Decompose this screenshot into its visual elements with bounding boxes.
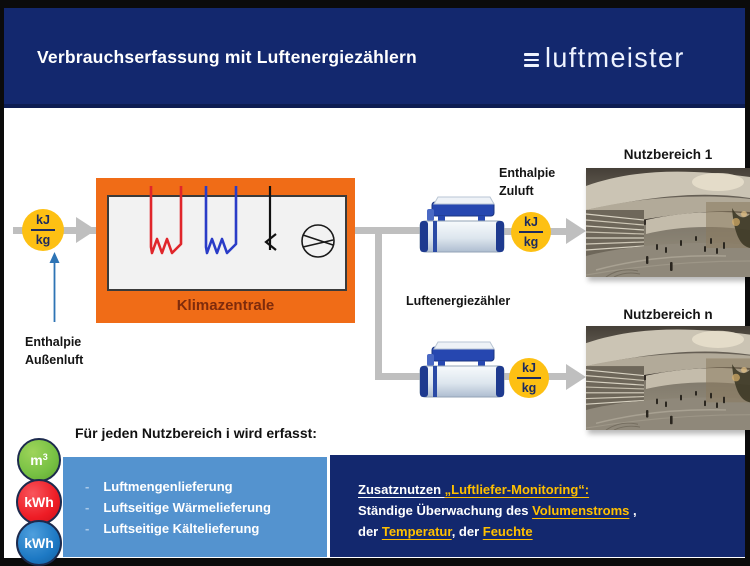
badge-sup: 3 — [42, 451, 48, 462]
badge-text: m — [30, 452, 43, 468]
luftenergiezaehler-device-1 — [414, 196, 510, 254]
list-item — [85, 521, 327, 536]
monitoring-l2-comma: , — [629, 503, 637, 518]
pipe-inlet-arrow — [76, 217, 96, 243]
fan-icon — [302, 225, 334, 257]
enthalpie-aussenluft-label — [25, 333, 83, 369]
unit-bottom: kg — [521, 380, 537, 395]
monitoring-box — [330, 455, 745, 557]
monitoring-l3-der: der — [358, 524, 382, 539]
fraction-bar — [517, 377, 541, 379]
pipe-branch-vertical — [375, 227, 382, 377]
fraction-bar — [31, 229, 55, 231]
list-item-label: Luftseitige Kältelieferung — [103, 520, 260, 536]
list-item-label: Luftmengenlieferung — [103, 478, 233, 494]
nutzbereich-n-title: Nutzbereich n — [623, 307, 713, 322]
enthalpie-zuluft-label — [499, 164, 555, 200]
monitoring-l1-white: Zusatznutzen — [358, 482, 445, 497]
monitoring-l3-der2: , der — [451, 524, 483, 539]
nutzbereich-1-title: Nutzbereich 1 — [623, 147, 713, 162]
unit-top: kJ — [522, 361, 536, 375]
monitoring-l1-yellow: „Luftliefer-Monitoring“: — [444, 482, 590, 497]
heating-coil-icon — [151, 186, 181, 253]
enthalpie-zuluft-line1: Enthalpie — [499, 166, 556, 180]
unit-circle-zuluft-1 — [511, 212, 551, 252]
monitoring-line-1 — [358, 479, 745, 500]
list-item — [85, 500, 327, 515]
list-item-label: Luftseitige Wärmelieferung — [103, 499, 271, 515]
heat-energy-badge — [16, 479, 62, 525]
enthalpie-zuluft-line2: Zuluft — [499, 184, 534, 198]
badge-text: kWh — [24, 535, 54, 551]
luftenergiezaehler-device-2 — [414, 341, 510, 399]
pipe-klima-out — [355, 227, 420, 234]
list-item — [85, 479, 327, 494]
enthalpie-aussenluft-arrow — [48, 252, 61, 324]
monitoring-line-3 — [358, 521, 745, 542]
logo-text: luftmeister — [545, 42, 685, 73]
nutzbereich-1-photo — [586, 168, 750, 277]
pipe-meter1-arrow — [566, 218, 586, 244]
unit-circle-aussenluft — [22, 209, 64, 251]
luftenergiezaehler-label: Luftenergiezähler — [406, 294, 511, 308]
enthalpie-aussenluft-line2: Außenluft — [25, 353, 84, 367]
cool-energy-badge — [16, 520, 62, 566]
cooling-coil-icon — [206, 186, 236, 253]
pipe-meter2-arrow — [566, 364, 586, 390]
unit-bottom: kg — [35, 232, 51, 247]
luftmeister-logo — [524, 42, 691, 74]
unit-top: kJ — [36, 213, 50, 227]
nutzbereich-n-photo — [586, 326, 750, 430]
monitoring-l3-feuchte: Feuchte — [482, 524, 533, 539]
unit-top: kJ — [524, 215, 538, 229]
page-title: Verbrauchserfassung mit Luftenergiezählern — [37, 47, 417, 67]
header-bar — [4, 8, 745, 108]
dash-bullet: - — [85, 478, 90, 494]
monitoring-l2-volumenstroms: Volumenstroms — [532, 503, 630, 518]
triple-bar-icon — [524, 53, 539, 67]
badge-text: kWh — [24, 494, 54, 510]
bottom-heading: Für jeden Nutzbereich i wird erfasst: — [75, 425, 317, 441]
monitoring-l2-white: Ständige Überwachung des — [358, 503, 533, 518]
unit-bottom: kg — [523, 234, 539, 249]
unit-circle-zuluft-2 — [509, 358, 549, 398]
dash-bullet: - — [85, 499, 90, 515]
delivery-list-box — [63, 457, 327, 557]
dash-bullet: - — [85, 520, 90, 536]
enthalpie-aussenluft-line1: Enthalpie — [25, 335, 82, 349]
humidifier-icon — [266, 186, 276, 250]
monitoring-line-2 — [358, 500, 745, 521]
klimazentrale-label: Klimazentrale — [176, 297, 275, 314]
monitoring-l3-temperatur: Temperatur — [381, 524, 452, 539]
volume-badge — [17, 438, 61, 482]
fraction-bar — [519, 231, 543, 233]
klimazentrale-symbols — [107, 183, 343, 287]
